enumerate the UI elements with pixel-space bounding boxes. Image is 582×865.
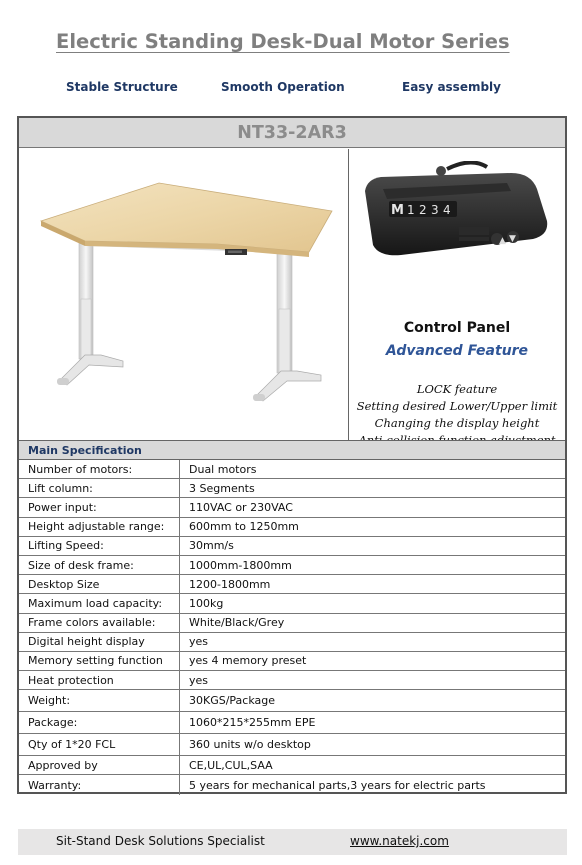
spec-label: Digital height display <box>19 633 180 651</box>
spec-value: 600mm to 1250mm <box>189 520 299 534</box>
control-panel-feature-list <box>349 381 565 449</box>
spec-label: Memory setting function <box>19 652 180 670</box>
svg-text:▼: ▼ <box>509 234 516 244</box>
table-row <box>19 614 565 633</box>
table-row <box>19 652 565 671</box>
footer-bar <box>18 829 567 855</box>
table-row <box>19 671 565 690</box>
table-row <box>19 594 565 613</box>
spec-label: Package: <box>19 712 180 733</box>
spec-value: yes <box>189 635 209 649</box>
standing-desk-image <box>19 149 348 440</box>
spec-label: Heat protection <box>19 671 180 689</box>
spec-label: Qty of 1*20 FCL <box>19 734 180 755</box>
spec-label: Lifting Speed: <box>19 537 180 555</box>
control-panel-image <box>361 161 551 265</box>
table-row <box>19 712 565 734</box>
panel-button-2: 2 <box>419 203 427 217</box>
table-row <box>19 537 565 556</box>
table-row <box>19 575 565 594</box>
control-panel-feature: Changing the display height <box>374 416 540 430</box>
control-panel-title: Control Panel <box>403 320 511 336</box>
spec-value: 100kg <box>189 596 224 610</box>
spec-value: CE,UL,CUL,SAA <box>189 758 273 772</box>
model-number: NT33-2AR3 <box>19 118 565 148</box>
spec-label: Warranty: <box>19 775 180 794</box>
table-row <box>19 756 565 775</box>
control-panel-section <box>349 149 565 440</box>
spec-value: 1060*215*255mm EPE <box>189 716 316 730</box>
svg-text:▲: ▲ <box>499 236 506 246</box>
spec-label: Approved by <box>19 756 180 774</box>
desk-photo <box>19 149 348 440</box>
table-row <box>19 460 565 479</box>
table-row <box>19 498 565 517</box>
panel-button-4: 4 <box>443 203 451 217</box>
feature-list <box>0 80 582 100</box>
spec-value: 1200-1800mm <box>189 577 271 591</box>
spec-label: Number of motors: <box>19 460 180 478</box>
table-row <box>19 633 565 652</box>
spec-value: yes <box>189 673 209 687</box>
panel-button-1: 1 <box>407 203 415 217</box>
feature-item: Smooth Operation <box>221 80 345 94</box>
spec-value: 5 years for mechanical parts,3 years for electric parts <box>189 778 486 792</box>
spec-table <box>19 460 565 795</box>
spec-value: 360 units w/o desktop <box>189 738 311 752</box>
spec-value: yes 4 memory preset <box>189 654 307 668</box>
spec-label: Height adjustable range: <box>19 518 180 536</box>
spec-value: 30KGS/Package <box>189 694 276 708</box>
control-panel-subtitle: Advanced Feature <box>385 343 529 359</box>
spec-value: 1000mm-1800mm <box>189 558 292 572</box>
table-row <box>19 518 565 537</box>
table-row <box>19 775 565 794</box>
panel-button-memory: M <box>391 203 404 218</box>
spec-value: Dual motors <box>189 462 257 476</box>
footer-tagline: Sit-Stand Desk Solutions Specialist <box>56 834 265 848</box>
feature-item: Stable Structure <box>66 80 178 94</box>
spec-value: White/Black/Grey <box>189 616 285 630</box>
control-panel-feature: Setting desired Lower/Upper limit <box>356 399 558 413</box>
page-title: Electric Standing Desk-Dual Motor Series <box>56 30 510 53</box>
spec-label: Size of desk frame: <box>19 556 180 574</box>
product-sheet <box>17 116 567 794</box>
spec-label: Desktop Size <box>19 575 180 593</box>
spec-label: Maximum load capacity: <box>19 594 180 612</box>
spec-heading: Main Specification <box>19 440 565 460</box>
spec-label: Weight: <box>19 690 180 711</box>
spec-label: Frame colors available: <box>19 614 180 632</box>
table-row <box>19 734 565 756</box>
table-row <box>19 556 565 575</box>
control-panel-feature: LOCK feature <box>416 382 498 396</box>
spec-value: 30mm/s <box>189 539 234 553</box>
spec-value: 3 Segments <box>189 481 255 495</box>
spec-label: Lift column: <box>19 479 180 497</box>
table-row <box>19 690 565 712</box>
table-row <box>19 479 565 498</box>
spec-value: 110VAC or 230VAC <box>189 500 293 514</box>
feature-item: Easy assembly <box>402 80 501 94</box>
website-link[interactable]: www.natekj.com <box>350 834 449 848</box>
panel-button-3: 3 <box>431 203 439 217</box>
spec-label: Power input: <box>19 498 180 516</box>
